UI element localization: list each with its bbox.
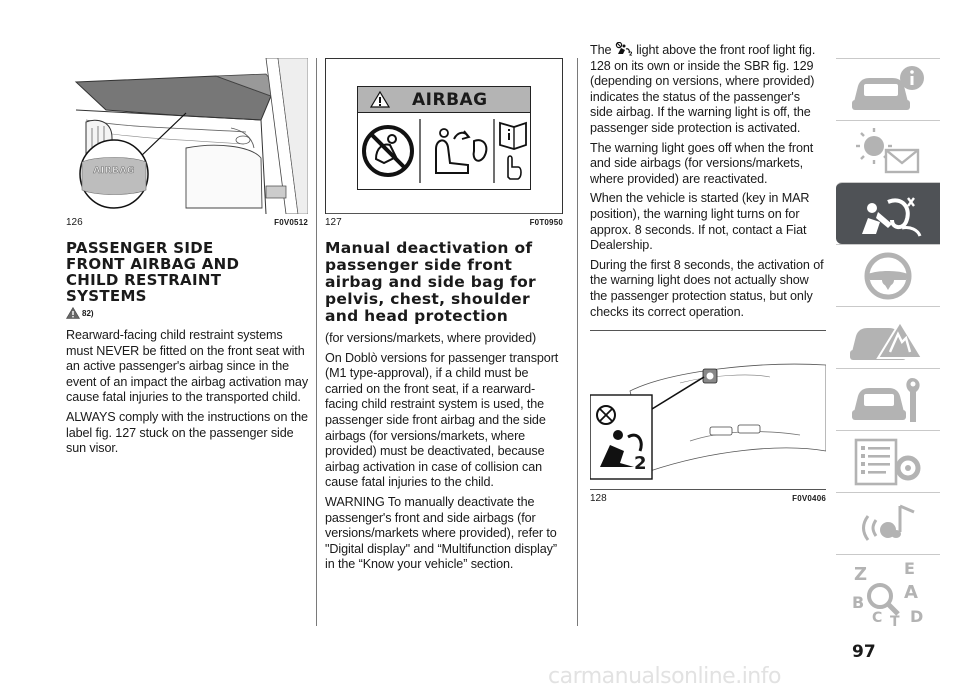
lights-and-messages-icon xyxy=(848,126,928,178)
figure-code: F0T0950 xyxy=(529,218,563,227)
paragraph: The warning light goes off when the front and side airbags (for versions/markets, where provided) are reactivated. xyxy=(590,140,814,186)
emergency-icon xyxy=(848,312,928,364)
warning-reference-number: 82) xyxy=(82,308,94,318)
technical-specs-icon xyxy=(848,436,928,488)
index-letter: Z xyxy=(854,563,868,585)
airbag-label-title: AIRBAG xyxy=(412,89,488,110)
paragraph: On Doblò versions for passenger transport (M1 type-approval), if a child must be carried on the front seat, if a rearward-facing child restraint system is used, the passenger side front airbag and the side airbags (for versions/markets, where provided) must be deactivated, because airbag activation in case of collision can cause fatal injuries to the child. xyxy=(325,350,559,490)
callout-airbag-label: AIRBAG xyxy=(93,166,135,176)
paragraph xyxy=(590,42,826,137)
paragraph-rest: light above the front roof light fig. 128 on its own or inside the SBR fig. 129 (depending on versions, where provided) indicates the status of the passenger's side airbag. If the warning light is off, the passenger side protection is activated. xyxy=(590,43,816,135)
sidebar-item-car-info[interactable] xyxy=(836,58,940,120)
figure-128 xyxy=(590,330,826,490)
alphabetical-index-icon xyxy=(846,560,930,632)
figure-number: 127 xyxy=(325,217,342,228)
index-letter: T xyxy=(890,613,900,630)
airbag-label-header xyxy=(358,87,530,113)
paragraph: During the first 8 seconds, the activation of the warning light does not actually show the passenger protection status, but only checks its correct operation. xyxy=(590,257,824,319)
page-number: 97 xyxy=(852,642,876,662)
figure-number: 128 xyxy=(590,493,607,505)
index-letter: E xyxy=(904,559,915,578)
figure-126 xyxy=(66,58,308,214)
steering-wheel-icon xyxy=(848,250,928,302)
sidebar-item-technical-data[interactable] xyxy=(836,430,940,492)
sidebar-item-safety[interactable] xyxy=(836,182,940,244)
sidebar-item-driving[interactable] xyxy=(836,244,940,306)
figure-127 xyxy=(325,58,563,214)
car-maintenance-icon xyxy=(848,374,928,426)
airbag-warning-label xyxy=(357,86,531,190)
airbag-seat-icon xyxy=(848,188,928,240)
watermark: carmanualsonline.info xyxy=(548,664,781,689)
paragraph-start: The xyxy=(590,43,612,57)
paragraph: (for versions/markets, where provided) xyxy=(325,331,537,345)
figure-number: 126 xyxy=(66,217,83,228)
dashboard-airbag-illustration xyxy=(66,58,308,214)
airbag-pictograms xyxy=(358,113,529,189)
airbag-off-warning-light-icon xyxy=(615,42,633,56)
warning-triangle-icon xyxy=(370,91,390,108)
figure-code: F0V0406 xyxy=(792,494,826,504)
column-divider-1 xyxy=(316,58,317,626)
chapter-sidebar xyxy=(836,58,940,636)
warning-triangle-icon xyxy=(66,307,80,319)
multimedia-icon xyxy=(848,498,928,550)
index-letter: A xyxy=(904,581,918,603)
warning-reference[interactable] xyxy=(66,307,94,319)
column-3 xyxy=(590,42,826,506)
index-letter: C xyxy=(872,609,883,626)
roof-light-illustration xyxy=(590,331,826,491)
car-info-icon xyxy=(848,64,928,116)
callout-glyph: 2 xyxy=(634,453,647,475)
sidebar-item-maintenance[interactable] xyxy=(836,368,940,430)
figure-code: F0V0512 xyxy=(274,218,308,227)
index-letter: B xyxy=(852,592,865,612)
column-1 xyxy=(66,58,308,457)
svg-text:2: 2 xyxy=(628,51,633,56)
figure-126-caption xyxy=(66,214,308,230)
column-2 xyxy=(325,58,563,573)
paragraph: ALWAYS comply with the instructions on the label fig. 127 stuck on the passenger side sun visor. xyxy=(66,409,308,456)
figure-127-caption xyxy=(325,214,563,230)
sidebar-item-index[interactable] xyxy=(836,554,940,636)
paragraph: Rearward-facing child restraint systems must NEVER be fitted on the front seat with an active passenger's airbag since in the event of an impact the airbag activation may cause fatal injuries to the transported child. xyxy=(66,328,309,405)
paragraph: WARNING To manually deactivate the passenger's front and side airbags (for versions/markets where provided), refer to "Digital display" and “Multifunction display” in the “Know your vehicle” section. xyxy=(325,494,557,572)
paragraph: When the vehicle is started (key in MAR position), the warning light turns on for approx. 8 seconds. If not, contact a Fiat Dealership. xyxy=(590,191,810,253)
section-heading: PASSENGER SIDE FRONT AIRBAG AND CHILD RESTRAINT SYSTEMS xyxy=(66,239,240,305)
figure-128-caption xyxy=(590,490,826,506)
sidebar-item-emergency[interactable] xyxy=(836,306,940,368)
sidebar-item-multimedia[interactable] xyxy=(836,492,940,554)
sidebar-item-lights-messages[interactable] xyxy=(836,120,940,182)
column-divider-2 xyxy=(577,58,578,626)
section-heading: Manual deactivation of passenger side front airbag and side bag for pelvis, chest, shoulder and head protection xyxy=(325,239,536,325)
index-letter: D xyxy=(910,606,924,626)
